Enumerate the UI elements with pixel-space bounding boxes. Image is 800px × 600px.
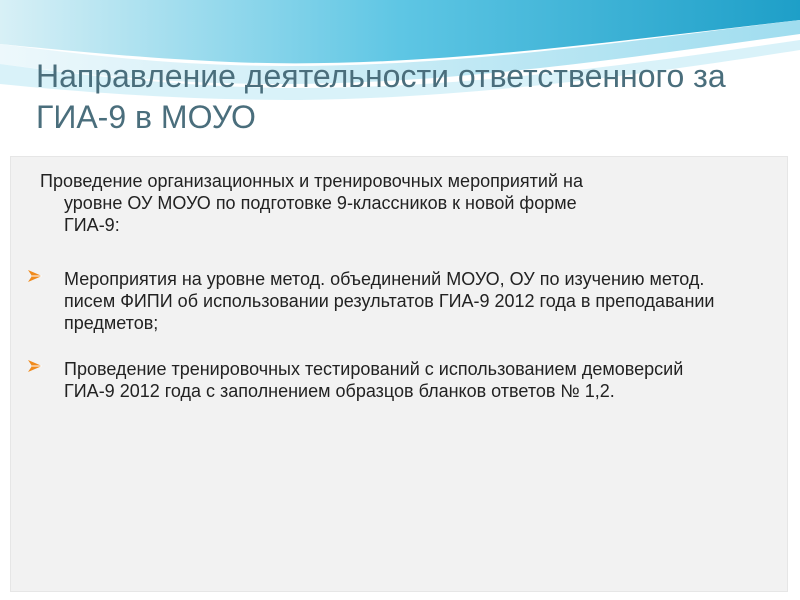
arrow-bullet-icon — [28, 360, 42, 372]
lead-paragraph — [40, 170, 720, 236]
bullet-text-2: Проведение тренировочных тестирований с использованием демоверсий ГИА-9 2012 года с заполнением образцов бланков ответов № 1,2. — [64, 359, 684, 401]
bullet-item — [28, 268, 728, 334]
arrow-bullet-icon — [28, 270, 42, 282]
bullet-text-1: Мероприятия на уровне метод. объединений МОУО, ОУ по изучению метод. писем ФИПИ об использовании результатов ГИА-9 2012 года в преподавании предметов; — [64, 269, 715, 333]
bullet-item — [28, 358, 728, 402]
lead-line-2: уровне ОУ МОУО по подготовке 9-классников к новой форме — [64, 193, 577, 213]
lead-line-3: ГИА-9: — [64, 215, 120, 235]
slide-title: Направление деятельности ответственного за ГИА-9 в МОУО — [36, 58, 726, 135]
lead-line-1: Проведение организационных и тренировочных мероприятий на — [40, 171, 583, 191]
